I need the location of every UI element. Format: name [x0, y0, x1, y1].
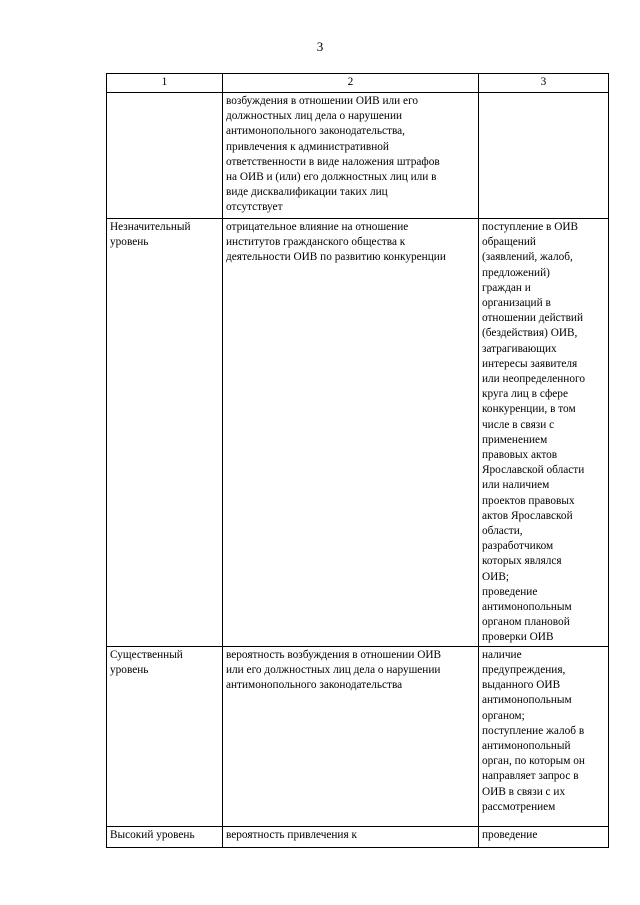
text-line: ОИВ в связи с их — [482, 785, 566, 798]
header-cell-3: 3 — [479, 74, 609, 93]
table-header-row — [107, 74, 609, 93]
risk-description-cell — [223, 93, 479, 219]
text-line: выданного ОИВ — [482, 679, 561, 692]
text-line: проектов правовых — [482, 494, 575, 507]
risk-indicator-cell — [479, 219, 609, 647]
text-line: интересы заявителя — [482, 357, 578, 370]
text-line: числе в связи с — [482, 418, 555, 431]
text-line: поступление жалоб в — [482, 724, 585, 737]
risk-level-cell — [107, 646, 223, 826]
text-line: привлечения к административной — [226, 140, 389, 153]
text-line: институтов гражданского общества к — [226, 236, 406, 249]
text-line: проведение — [482, 828, 538, 841]
text-line: антимонопольного законодательства, — [226, 125, 405, 138]
text-line: или наличием — [482, 479, 550, 492]
risk-level-cell — [107, 219, 223, 647]
text-line: конкуренции, в том — [482, 403, 576, 416]
risk-level-table — [106, 73, 609, 848]
risk-level-cell — [107, 93, 223, 219]
text-line: затрагивающих — [482, 342, 557, 355]
text-line: проверки ОИВ — [482, 631, 554, 644]
page-number: 3 — [316, 39, 324, 54]
text-line: Ярославской области — [482, 464, 585, 477]
text-line: разработчиком — [482, 540, 554, 553]
text-line: которых являлся — [482, 555, 562, 568]
text-line: наличие — [482, 648, 522, 661]
text-line: правовых актов — [482, 449, 558, 462]
text-line: антимонопольным — [482, 601, 572, 614]
text-line: виде дисквалификации таких лиц — [226, 186, 388, 199]
text-line: обращений — [482, 236, 536, 249]
text-line: ответственности в виде наложения штрафов — [226, 155, 440, 168]
text-line: или неопределенного — [482, 373, 585, 386]
text-line: антимонопольным — [482, 694, 572, 707]
table-row — [107, 219, 609, 647]
text-line: Незначительный — [110, 221, 191, 233]
text-line: Существенный — [110, 648, 183, 661]
text-line: отсутствует — [226, 201, 283, 214]
text-line: (заявлений, жалоб, — [482, 251, 573, 264]
text-line: граждан и — [482, 281, 531, 294]
text-line: актов Ярославской — [482, 509, 573, 522]
risk-level-cell — [107, 826, 223, 847]
text-line: антимонопольный — [482, 739, 571, 752]
text-line: поступление в ОИВ — [482, 221, 579, 233]
text-line: Высокий уровень — [110, 828, 195, 841]
text-line: органом; — [482, 709, 525, 722]
text-line: на ОИВ и (или) его должностных лиц или в — [226, 171, 437, 184]
text-line: вероятность возбуждения в отношении ОИВ — [226, 648, 442, 661]
text-line: предложений) — [482, 266, 550, 279]
text-line: вероятность привлечения к — [226, 828, 357, 841]
text-line: возбуждения в отношении ОИВ или его — [226, 95, 419, 107]
text-line: должностных лиц дела о нарушении — [226, 110, 403, 123]
table-row — [107, 826, 609, 847]
header-cell-2: 2 — [223, 74, 479, 93]
text-line: организаций в — [482, 297, 551, 310]
text-line: отношении действий — [482, 312, 583, 325]
text-line: области, — [482, 525, 523, 538]
table-row — [107, 646, 609, 826]
text-line: применением — [482, 433, 548, 446]
text-line: уровень — [110, 236, 149, 249]
risk-description-cell — [223, 219, 479, 647]
risk-indicator-cell — [479, 646, 609, 826]
risk-indicator-cell — [479, 93, 609, 219]
text-line: орган, по которым он — [482, 755, 585, 768]
text-line: уровень — [110, 663, 149, 676]
text-line: деятельности ОИВ по развитию конкуренции — [226, 251, 446, 264]
text-line: органом плановой — [482, 616, 570, 629]
text-line: направляет запрос в — [482, 770, 579, 783]
text-line: антимонопольного законодательства — [226, 679, 403, 692]
text-line: круга лиц в сфере — [482, 388, 568, 401]
text-line: (бездействия) ОИВ, — [482, 327, 578, 340]
risk-description-cell — [223, 826, 479, 847]
text-line: ОИВ; — [482, 570, 509, 583]
text-line: предупреждения, — [482, 663, 566, 676]
risk-indicator-cell — [479, 826, 609, 847]
text-line: или его должностных лиц дела о нарушении — [226, 663, 441, 676]
header-cell-1: 1 — [107, 74, 223, 93]
text-line: рассмотрением — [482, 800, 556, 813]
text-line: отрицательное влияние на отношение — [226, 221, 409, 233]
table-row — [107, 93, 609, 219]
text-line: проведение — [482, 585, 538, 598]
risk-description-cell — [223, 646, 479, 826]
